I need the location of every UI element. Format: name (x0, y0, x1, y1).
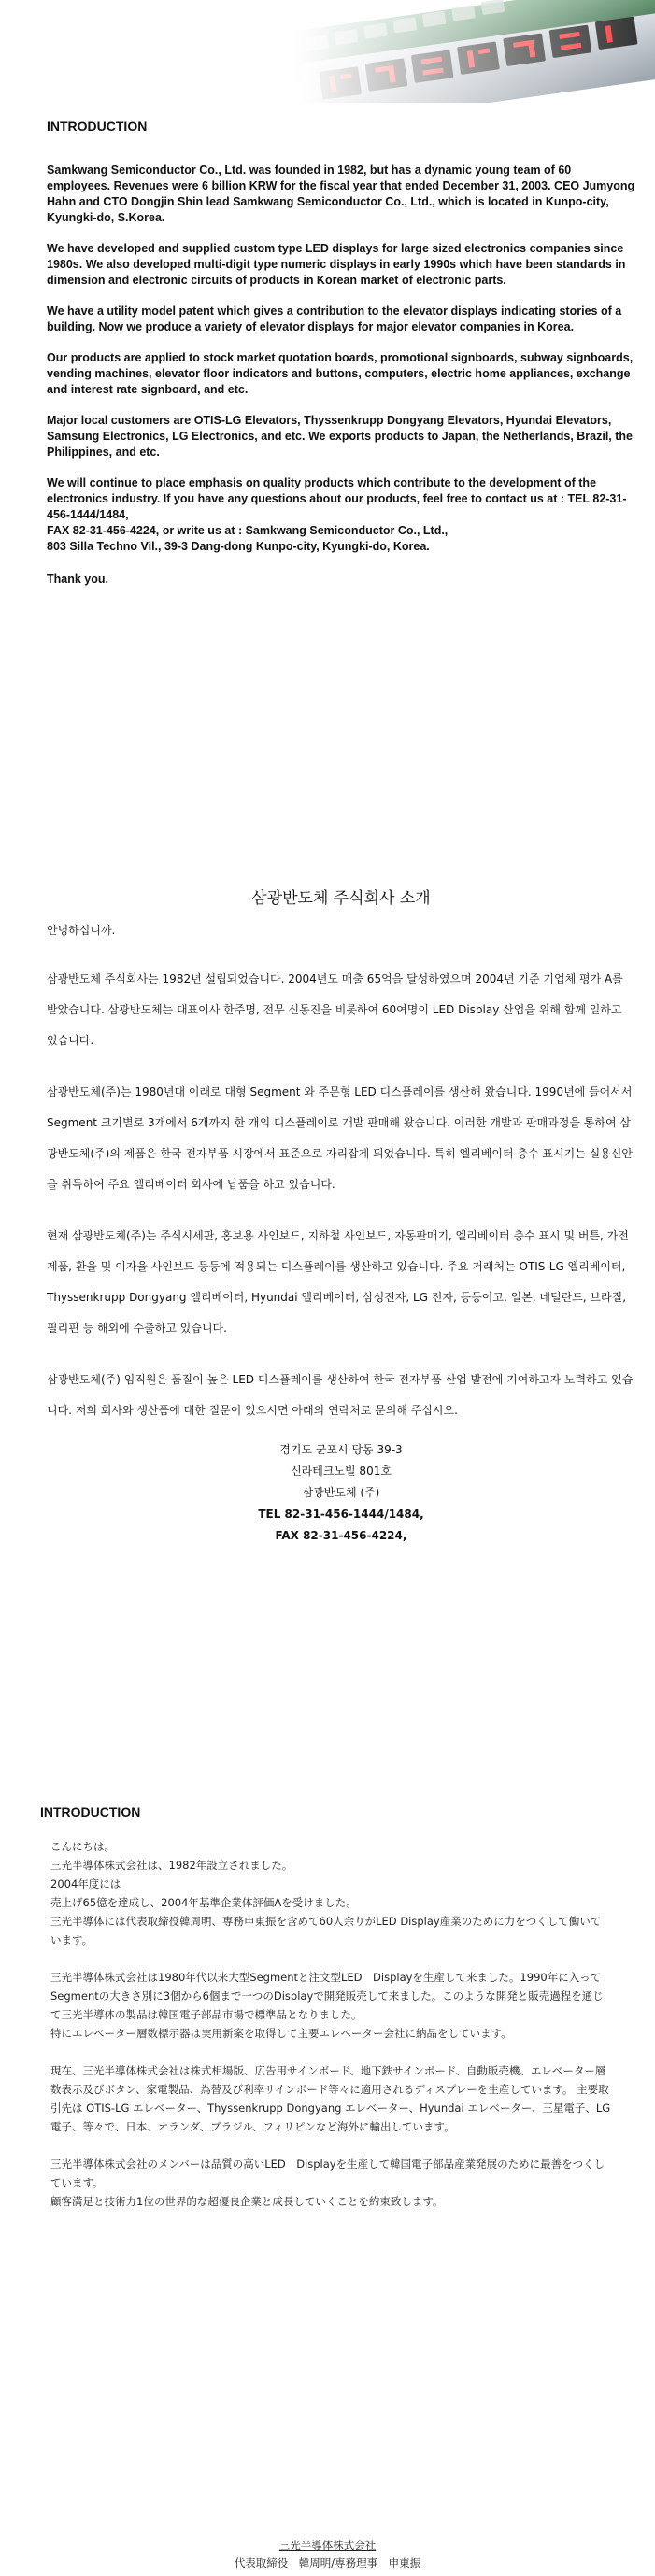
english-paragraph-founding: Samkwang Semiconductor Co., Ltd. was founded in 1982, but has a dynamic young team of 60 employees. Revenues were 6 billion KRW for the fiscal year that ended December 31, 2003. CEO Jumyong Hahn and CTO Dongjin Shin lead Samkwang Semiconductor Co., Ltd., which is located in Kunpo-city, Kyungki-do, S.Korea. (47, 163, 635, 224)
japanese-paragraph-greeting: こんにちは。 三光半導体株式会社は、1982年設立されました。 2004年度には 売上げ65億を達成し、2004年基準企業体評価Aを受けました。 三光半導体には代表取締役韓周明、専務申東振を含めて60人余りがLED Display産業のために力をつくして働いています。 (50, 1840, 602, 1946)
english-paragraph-customers: Major local customers are OTIS-LG Elevators, Thyssenkrupp Dongyang Elevators, Hyundai Elevators, Samsung Electronics, LG Electronics, and etc. We exports products to Japan, the Netherlands, Brazil, the Philippines, and etc. (47, 414, 634, 459)
english-paragraph-applications: Our products are applied to stock market quotation boards, promotional signboards, subway signboards, vending machines, elevator floor indicators and buttons, computers, electric home appliances, exchange and interest rate signboard, and etc. (47, 351, 634, 396)
english-paragraph-products: We have developed and supplied custom type LED displays for large sized electronics companies since 1980s. We also developed multi-digit type numeric displays in early 1990s which have been standards in dimension and electronic circuits of products in Korean market of electronic parts. (47, 242, 626, 287)
korean-paragraph-contact: 삼광반도체(주) 임직원은 품질이 높은 LED 디스플레이를 생산하여 한국 전자부품 산업 발전에 기여하고자 노력하고 있습니다. 저희 회사와 생산품에 대한 질문이 있으시면 아래의 연락처로 문의해 주십시오. (47, 1373, 634, 1417)
english-contact-line: We will continue to place emphasis on quality products which contribute to the development of the electronics industry. If you have any questions about our products, feel free to contact us at : TEL 82-31-456-1444/1484, (47, 476, 627, 521)
korean-address-line: 신라테크노빌 801호 (291, 1465, 392, 1478)
english-paragraph-patent: We have a utility model patent which gives a contribution to the elevator displays indicating stories of a building. Now we produce a variety of elevator displays for major elevator companies in Korea. (47, 304, 622, 333)
japanese-introduction (50, 1837, 611, 2229)
japanese-company-name: 三光半導体株式会社 (278, 2539, 377, 2552)
korean-introduction (47, 887, 635, 1547)
english-contact-line: FAX 82-31-456-4224, or write us at : Samkwang Semiconductor Co., Ltd., (47, 524, 449, 537)
english-closing: Thank you. (47, 573, 108, 586)
korean-contact-block (47, 1439, 635, 1547)
korean-fax: FAX 82-31-456-4224, (275, 1529, 407, 1542)
japanese-paragraph-applications: 現在、三光半導体株式会社は株式相場版、広告用サインボード、地下鉄サインボード、自動販売機、エレベーター層数表示及びボタン、家電製品、為替及び利率サインボード等々に適用されるディスプレーを生産しています。 主要取引先は OTIS-LG エレベーター、Thyssenkrupp Dongyang エレベーター、Hyundai エレベーター、三星電子、LG 電子、等々で、日本、オランダ、ブラジル、フィリピンなど海外に輸出しています。 (50, 2064, 611, 2133)
korean-telephone: TEL 82-31-456-1444/1484, (258, 1507, 424, 1521)
header-banner-image (0, 0, 655, 103)
japanese-paragraph-commitment: 三光半導体株式会社のメンバーは品質の高いLED Displayを生産して韓国電子部品産業発展のために最善をつくしています。 顧客満足と技術力1位の世界的な超優良企業と成長していくことを約束致します。 (50, 2158, 605, 2208)
korean-greeting: 안녕하십니까. (47, 924, 116, 937)
korean-paragraph-products: 삼광반도체(주)는 1980년대 이래로 대형 Segment 와 주문형 LED 디스플레이를 생산해 왔습니다. 1990년에 들어서서 Segment 크기별로 3개에서 6개까지 한 개의 디스플레이로 개발 판매해 왔습니다. 이러한 개발과 판매과정을 통하여 삼광반도체(주)의 제품은 한국 전자부품 시장에서 표준으로 자리잡게 되었습니다. 특히 엘리베이터 층수 표시기는 실용신안을 취득하여 주요 엘리베이터 회사에 납품을 하고 있습니다. (47, 1085, 633, 1191)
led-display-boards-photo (0, 0, 655, 103)
japanese-signature-block (0, 2537, 655, 2572)
korean-title: 삼광반도체 주식회사 소개 (251, 889, 431, 908)
korean-paragraph-founding: 삼광반도체 주식회사는 1982년 설립되었습니다. 2004년도 매출 65억을 달성하였으며 2004년 기준 기업체 평가 A를 받았습니다. 삼광반도체는 대표이사 한주명, 전무 신동진을 비롯하여 60여명이 LED Display 산업을 위해 함께 일하고 있습니다. (47, 972, 623, 1047)
japanese-paragraph-products: 三光半導体株式会社は1980年代以来大型Segmentと注文型LED Displayを生産して来ました。1990年に入ってSegmentの大きさ別に3個から6個まで一つのDisplayで開発販売して来ました。このような開発と販売過程を通じて三光半導体の製品は韓国電子部品市場で標準品となりました。 特にエレベーター層数標示器は実用新案を取得して主要エレベーター会社に納品をしています。 (50, 1971, 604, 2040)
english-introduction (47, 119, 635, 602)
japanese-signatories: 代表取締役 韓周明/専務理事 申東振 (234, 2556, 421, 2569)
korean-paragraph-applications: 현재 삼광반도체(주)는 주식시세판, 홍보용 사인보드, 지하철 사인보드, 자동판매기, 엘리베이터 층수 표시 및 버튼, 가전제품, 환율 및 이자율 사인보드 등등에 적용되는 디스플레이를 생산하고 있습니다. 주요 거래처는 OTIS-LG 엘리베이터, Thyssenkrupp Dongyang 엘리베이터, Hyundai 엘리베이터, 삼성전자, LG 전자, 등등이고, 일본, 네덜란드, 브라질, 필리핀 등 해외에 수출하고 있습니다. (47, 1229, 629, 1335)
english-contact-line: 803 Silla Techno Vil., 39-3 Dang-dong Kunpo-city, Kyungki-do, Korea. (47, 540, 430, 553)
english-paragraph-contact (47, 475, 635, 555)
korean-company-name: 삼광반도체 (주) (302, 1486, 380, 1499)
japanese-heading: INTRODUCTION (40, 1805, 141, 1819)
korean-address-line: 경기도 군포시 당동 39-3 (279, 1443, 403, 1456)
english-heading: INTRODUCTION (47, 119, 148, 134)
